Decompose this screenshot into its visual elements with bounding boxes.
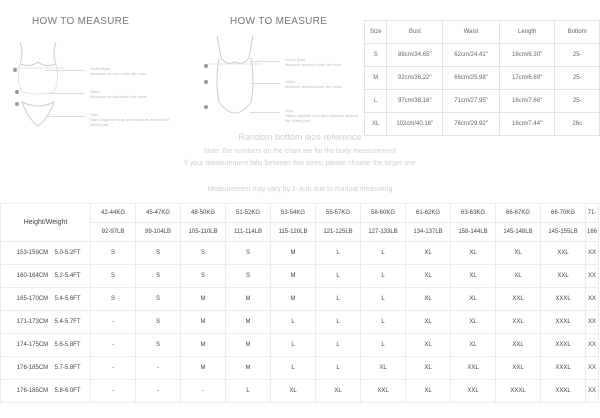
size-cell: M	[271, 242, 316, 265]
table-row	[1, 288, 599, 311]
height-ft: 5.2-5.4FT	[54, 273, 81, 279]
size-cell: -	[91, 334, 136, 357]
table-row	[1, 357, 599, 380]
size-cell: L	[226, 380, 271, 403]
label-desc: Measure around lower the waist	[285, 84, 342, 89]
bikini-figure	[8, 34, 78, 134]
size-cell: XX	[586, 380, 599, 403]
size-cell: S	[136, 311, 181, 334]
size-cell: S	[136, 288, 181, 311]
size-cell: L	[271, 334, 316, 357]
size-cell: S	[226, 265, 271, 288]
hips-marker-icon	[204, 105, 208, 109]
size-cell: XX	[586, 265, 599, 288]
kg-row: Height/Weight 42-44KG 45-47KG 48-50KG 51-52KG 53-54KG 55-57KG 58-60KG 61-62KG 63-63KG 66-67KG 66-70KG 71-	[1, 204, 599, 223]
size-cell: XXXL	[541, 288, 586, 311]
size-cell: XL	[406, 288, 451, 311]
table-row	[1, 265, 599, 288]
size-cell: -	[91, 380, 136, 403]
size-cell: S	[136, 334, 181, 357]
size-cell: XL	[406, 334, 451, 357]
size-cell: S	[91, 242, 136, 265]
height-cell	[1, 380, 91, 403]
table-row	[1, 380, 599, 403]
label-name: Waist	[285, 79, 295, 84]
notes-line: If your measurement falls between two sizes, please choose the larger one	[184, 160, 416, 167]
size-cell: -	[136, 357, 181, 380]
height-cell	[1, 311, 91, 334]
size-cell: L	[316, 357, 361, 380]
size-cell: XL	[406, 265, 451, 288]
size-cell: L	[316, 242, 361, 265]
height-cell	[1, 265, 91, 288]
notes-line: Note: the numbers on the chart are for the body measurement	[203, 148, 397, 155]
size-cell: XL	[406, 357, 451, 380]
size-cell: M	[181, 311, 226, 334]
table-row	[1, 311, 599, 334]
guide-title: HOW TO MEASURE	[230, 16, 328, 27]
size-cell: XL	[496, 265, 541, 288]
height-weight-table	[0, 203, 599, 403]
label-name: Under Bust	[285, 57, 306, 62]
height-cell	[1, 357, 91, 380]
size-cell: XX	[586, 311, 599, 334]
size-cell: S	[136, 265, 181, 288]
size-cell: L	[361, 242, 406, 265]
size-cell: XXL	[541, 242, 586, 265]
label-desc: Measure around under the bust	[90, 71, 146, 76]
table-row: M 92cm/36.22'' 66cm/25.98'' 17cm/6.69'' 25-	[365, 67, 600, 90]
size-cell: XXL	[496, 357, 541, 380]
lb-row: 92-97LB 99-104LB 105-110LB 111-114LB 115-120LB 121-125LB 127-133LB 134-137LB 158-144LB 145-148LB 145-155LB 166	[1, 223, 599, 242]
size-cell: XL	[271, 380, 316, 403]
size-cell: M	[226, 288, 271, 311]
height-cell	[1, 242, 91, 265]
swimsuit-figure	[205, 32, 265, 132]
height-cm: 165-170CM	[16, 296, 49, 302]
size-cell: XL	[406, 380, 451, 403]
size-cell: XL	[496, 242, 541, 265]
height-cm: 153-159CM	[16, 250, 49, 256]
height-cell	[1, 288, 91, 311]
size-cell: XXL	[496, 288, 541, 311]
guide-title: HOW TO MEASURE	[32, 16, 130, 27]
size-cell: XL	[406, 242, 451, 265]
height-ft: 5.4-5.6FT	[54, 296, 81, 302]
size-cell: XXXL	[541, 311, 586, 334]
size-table-header: Size Bust Waist Length Bottom	[365, 21, 600, 44]
height-ft: 5.8-6.0FT	[54, 388, 81, 394]
label-name: Waist	[90, 89, 100, 94]
label-name: Hips	[285, 108, 294, 113]
label-desc: Stand together legs and measure around the fullest part	[285, 113, 358, 123]
waist-marker-icon	[204, 80, 208, 84]
table-row	[1, 334, 599, 357]
size-cell: M	[271, 265, 316, 288]
size-cell: M	[226, 311, 271, 334]
size-cell: XL	[361, 357, 406, 380]
size-cell: L	[361, 334, 406, 357]
size-cell: XXXL	[541, 380, 586, 403]
size-cell: XL	[451, 242, 496, 265]
size-cell: M	[181, 357, 226, 380]
bust-marker-icon	[204, 64, 208, 68]
size-cell: L	[271, 311, 316, 334]
size-cell: XXL	[361, 380, 406, 403]
label-desc: Stand together legs and measure around the fullest part	[90, 117, 170, 127]
label-name: Hips	[90, 112, 99, 117]
size-cell: L	[316, 288, 361, 311]
notes-heading: Random bottom size reference	[238, 132, 362, 142]
size-cell: L	[316, 334, 361, 357]
height-cm: 160-164CM	[16, 273, 49, 279]
label-desc: Measure around under the bust	[285, 62, 341, 67]
table-row	[1, 242, 599, 265]
size-cell: XX	[586, 242, 599, 265]
waist-marker-icon	[15, 90, 19, 94]
size-cell: S	[226, 242, 271, 265]
size-cell: XX	[586, 288, 599, 311]
corner-label: Height/Weight	[1, 204, 91, 242]
height-ft: 5.6-5.8FT	[54, 342, 81, 348]
size-cell: XXL	[451, 357, 496, 380]
size-cell: XX	[586, 334, 599, 357]
size-cell: M	[181, 334, 226, 357]
size-cell: XX	[586, 357, 599, 380]
size-cell: S	[91, 288, 136, 311]
size-cell: XXL	[451, 380, 496, 403]
size-cell: M	[226, 334, 271, 357]
size-cell: M	[271, 288, 316, 311]
height-cm: 176-185CM	[16, 388, 49, 394]
size-cell: XXL	[541, 265, 586, 288]
size-cell: L	[316, 311, 361, 334]
size-cell: XXXL	[541, 357, 586, 380]
label-name: Under Bust	[90, 66, 111, 71]
size-cell: XXL	[496, 334, 541, 357]
size-cell: L	[361, 288, 406, 311]
bust-marker-icon	[13, 68, 17, 72]
size-cell: L	[271, 357, 316, 380]
size-cell: -	[91, 311, 136, 334]
size-cell: S	[181, 265, 226, 288]
size-cell: XXXL	[496, 380, 541, 403]
size-cell: L	[361, 311, 406, 334]
size-cell: M	[226, 357, 271, 380]
size-cell: L	[361, 265, 406, 288]
size-cell: -	[136, 380, 181, 403]
table-row: L 97cm/38.16'' 71cm/27.95'' 16cm/7.66'' 25-	[365, 90, 600, 113]
notes-line: Measurement may vary by 1-3cm due to manual measuring	[207, 186, 393, 193]
size-cell: XL	[406, 311, 451, 334]
table-row: S 88cm/34.65'' 62cm/24.41'' 16cm/6.30'' 25-	[365, 44, 600, 67]
size-cell: M	[181, 288, 226, 311]
size-cell: XL	[451, 288, 496, 311]
size-cell: XL	[451, 265, 496, 288]
size-cell: -	[91, 357, 136, 380]
hips-marker-icon	[15, 102, 19, 106]
height-ft: 5.0-5.2FT	[54, 250, 81, 256]
table-row: XL 102cm/40.16'' 76cm/29.92'' 16cm/7.44'' 26c	[365, 113, 600, 136]
size-cell: S	[136, 242, 181, 265]
size-cell: S	[181, 242, 226, 265]
size-cell: -	[181, 380, 226, 403]
size-table	[364, 20, 600, 136]
height-cm: 176-185CM	[16, 365, 49, 371]
height-cm: 171-173CM	[16, 319, 49, 325]
height-ft: 5.4-5.7FT	[54, 319, 81, 325]
size-cell: XL	[451, 311, 496, 334]
size-cell: XL	[316, 380, 361, 403]
height-ft: 5.7-5.8FT	[54, 365, 81, 371]
height-cm: 174-175CM	[16, 342, 49, 348]
size-cell: XL	[451, 334, 496, 357]
size-cell: XXXL	[541, 334, 586, 357]
size-cell: L	[316, 265, 361, 288]
size-cell: S	[91, 265, 136, 288]
size-cell: XXL	[496, 311, 541, 334]
label-desc: Measure around lower the waist	[90, 94, 147, 99]
height-cell	[1, 334, 91, 357]
